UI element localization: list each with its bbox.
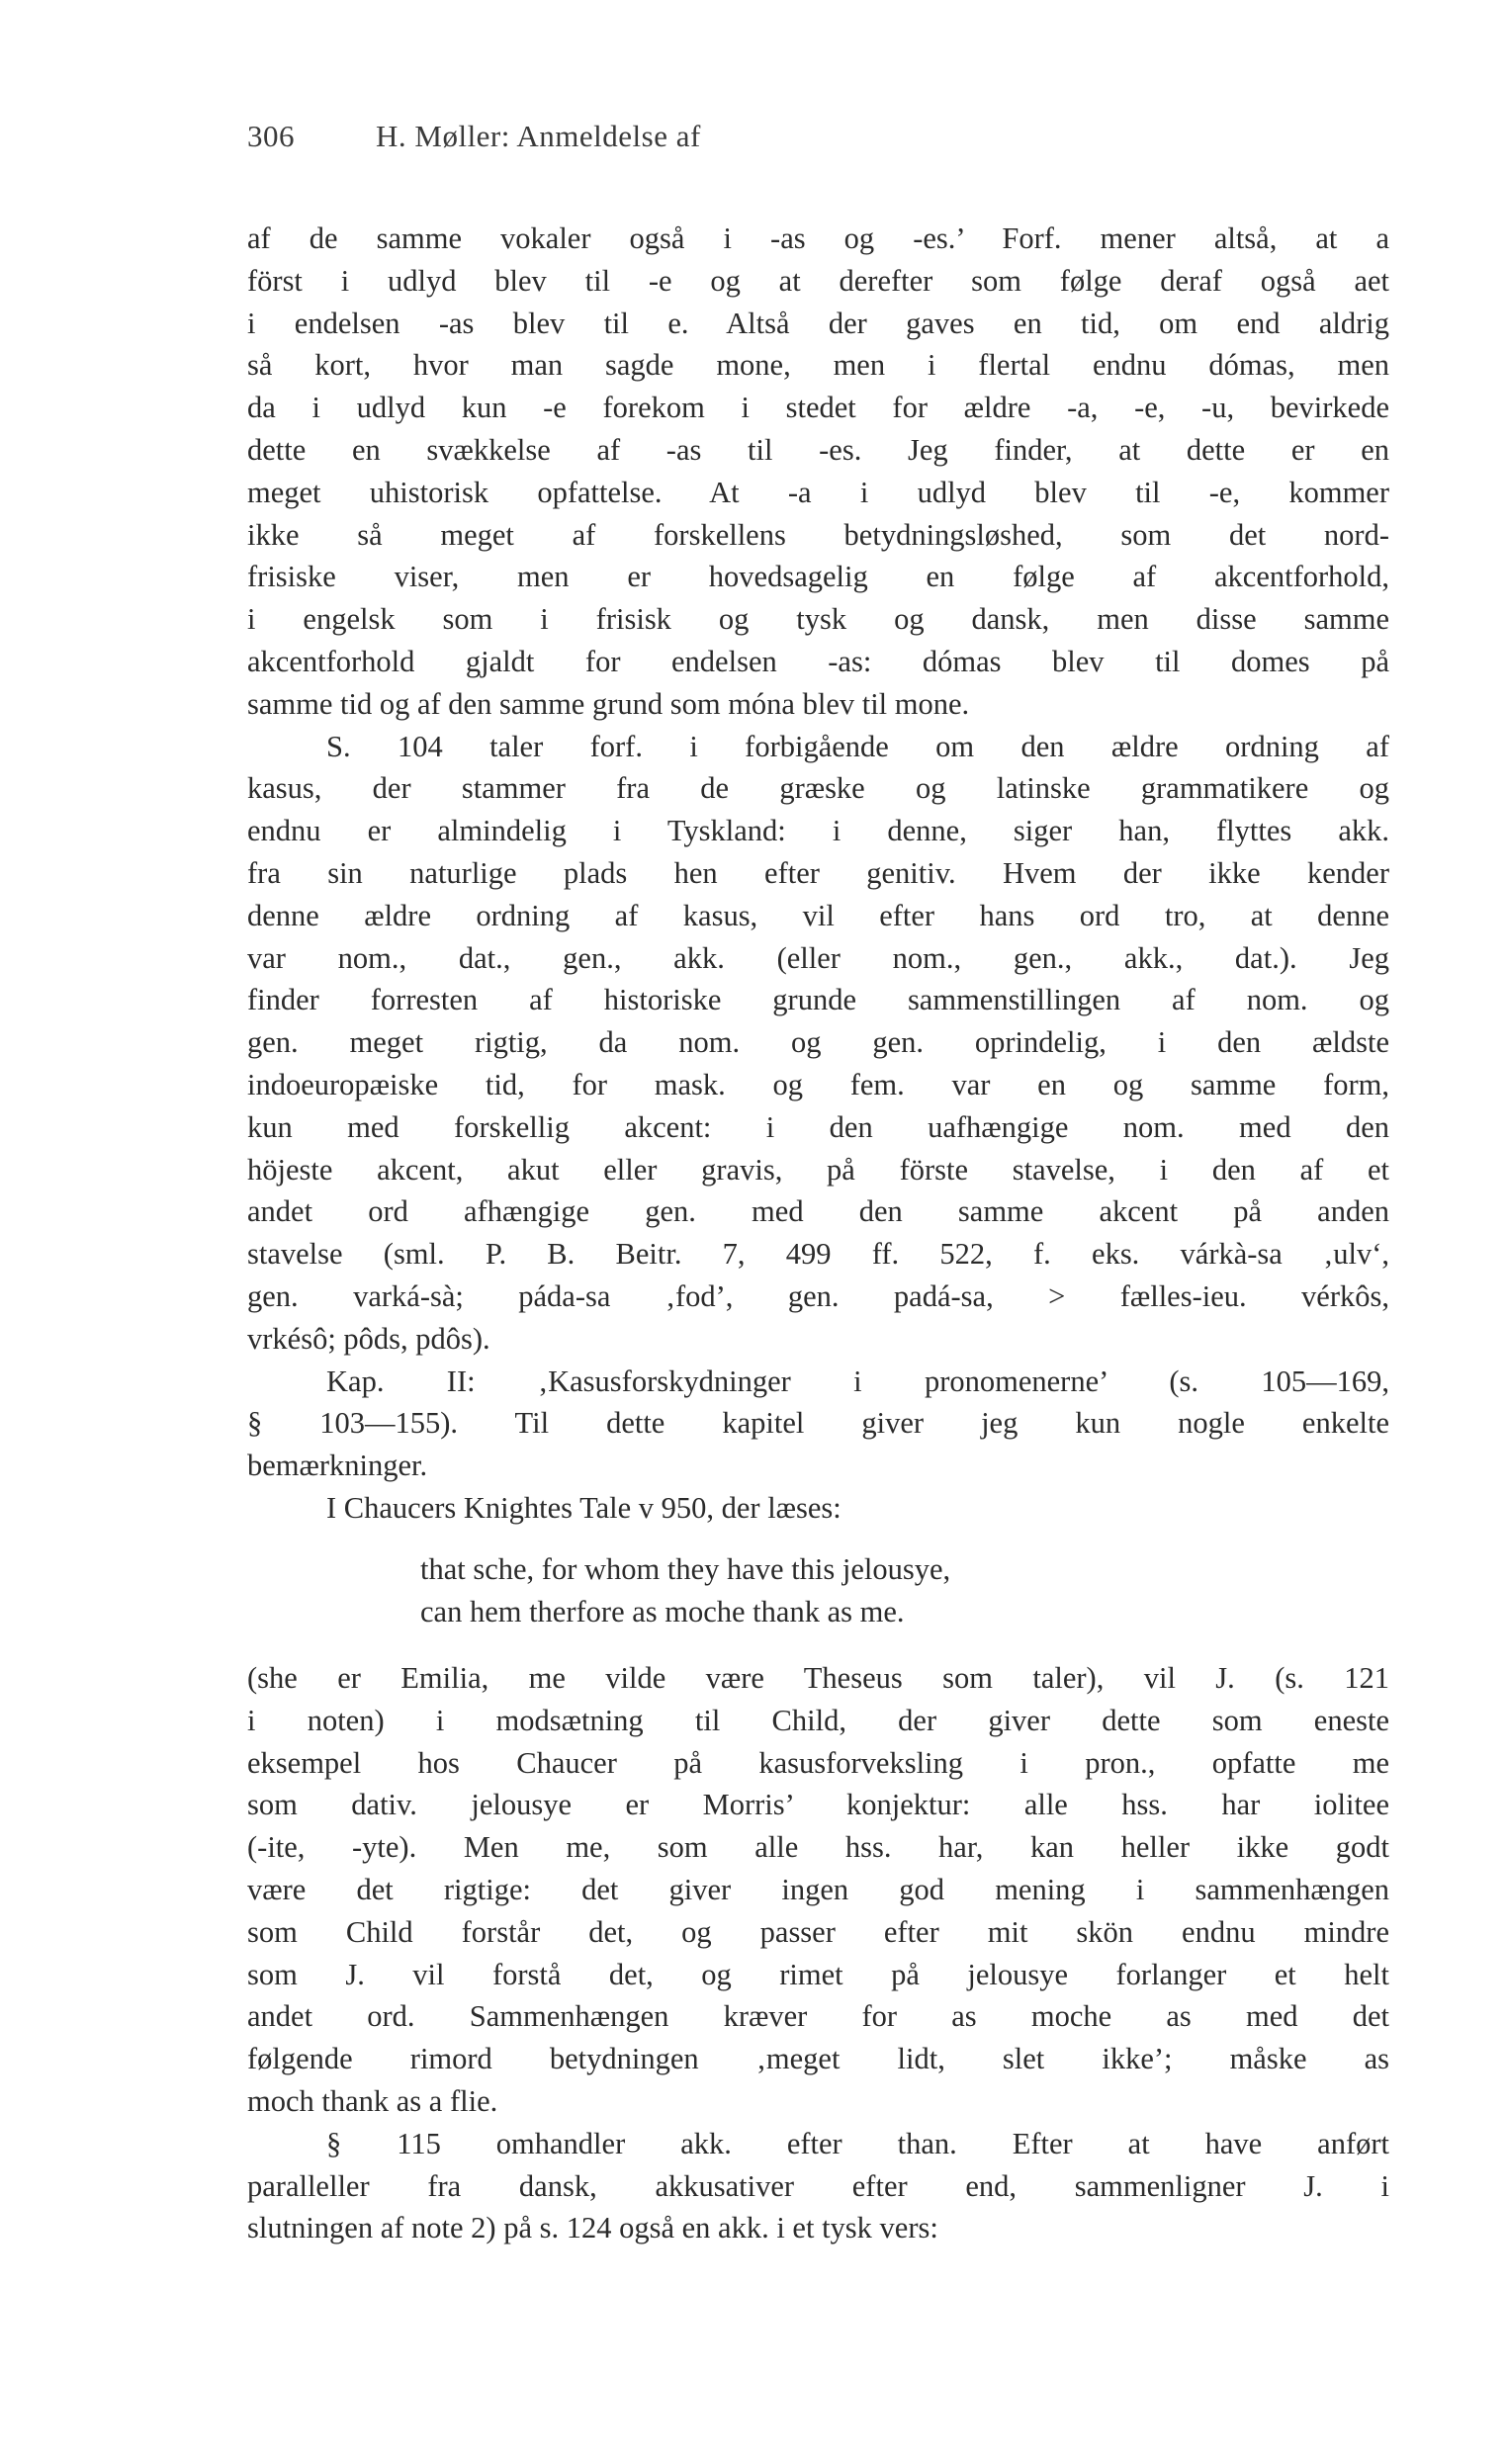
text-line: indoeuropæiske tid, for mask. og fem. var en og samme form, bbox=[247, 1067, 1389, 1101]
text-line: S. 104 taler forf. i forbigående om den ældre ordning af bbox=[326, 729, 1389, 763]
text-line: akcentforhold gjaldt for endelsen -as: dómas blev til domes på bbox=[247, 644, 1389, 678]
text-line: dette en svækkelse af -as til -es. Jeg finder, at dette er en bbox=[247, 432, 1389, 467]
text-line: andet ord. Sammenhængen kræver for as moche as med det bbox=[247, 1999, 1389, 2034]
text-line: ikke så meget af forskellens betydningsløshed, som det nord- bbox=[247, 517, 1389, 552]
text-line: (she er Emilia, me vilde være Theseus som taler), vil J. (s. 121 bbox=[247, 1661, 1389, 1695]
text-line: meget uhistorisk opfattelse. At -a i udlyd blev til -e, kommer bbox=[247, 475, 1389, 509]
text-line: § 103—155). Til dette kapitel giver jeg kun nogle enkelte bbox=[247, 1406, 1389, 1441]
text-line: gen. varká-sà; páda-sa ‚fod’, gen. padá-sa, > fælles-ieu. vérkôs, bbox=[247, 1278, 1389, 1313]
text-line: samme tid og af den samme grund som móna blev til mone. bbox=[247, 686, 970, 721]
text-line: I Chaucers Knightes Tale v 950, der læses: bbox=[326, 1490, 842, 1525]
text-line: eksempel hos Chaucer på kasusforveksling i pron., opfatte me bbox=[247, 1745, 1389, 1780]
text-line: som Child forstår det, og passer efter mit skön endnu mindre bbox=[247, 1914, 1389, 1949]
text-line: Kap. II: ‚Kasusforskydninger i pronomenerne’ (s. 105—169, bbox=[326, 1364, 1389, 1398]
text-line: af de samme vokaler også i -as og -es.’ Forf. mener altså, at a bbox=[247, 221, 1389, 255]
text-line: kun med forskellig akcent: i den uafhængige nom. med den bbox=[247, 1109, 1389, 1144]
text-line: i endelsen -as blev til e. Altså der gaves en tid, om end aldrig bbox=[247, 306, 1389, 340]
running-header bbox=[247, 119, 1384, 154]
text-line: i noten) i modsætning til Child, der giver dette som eneste bbox=[247, 1703, 1389, 1737]
text-line: slutningen af note 2) på s. 124 også en akk. i et tysk vers: bbox=[247, 2211, 938, 2245]
text-line: stavelse (sml. P. B. Beitr. 7, 499 ff. 522, f. eks. várkà-sa ‚ulv‘, bbox=[247, 1237, 1389, 1272]
text-line: andet ord afhængige gen. med den samme akcent på anden bbox=[247, 1194, 1389, 1229]
text-line: da i udlyd kun -e forekom i stedet for ældre -a, -e, -u, bevirkede bbox=[247, 391, 1389, 425]
text-line: först i udlyd blev til -e og at derefter som følge deraf også aet bbox=[247, 263, 1389, 298]
text-line: bemærkninger. bbox=[247, 1449, 428, 1483]
text-line: som J. vil forstå det, og rimet på jelousye forlanger et helt bbox=[247, 1957, 1389, 1991]
text-line: paralleller fra dansk, akkusativer efter end, sammenligner J. i bbox=[247, 2168, 1389, 2203]
verse-quotation bbox=[420, 1548, 1310, 1633]
text-line: (-ite, -yte). Men me, som alle hss. har, kan heller ikke godt bbox=[247, 1830, 1389, 1865]
text-line: frisiske viser, men er hovedsagelig en følge af akcentforhold, bbox=[247, 560, 1389, 594]
text-line: var nom., dat., gen., akk. (eller nom., gen., akk., dat.). Jeg bbox=[247, 940, 1389, 975]
text-line: i engelsk som i frisisk og tysk og dansk, men disse samme bbox=[247, 602, 1389, 637]
text-line: endnu er almindelig i Tyskland: i denne, siger han, flyttes akk. bbox=[247, 814, 1389, 848]
text-line: kasus, der stammer fra de græske og latinske grammatikere og bbox=[247, 771, 1389, 806]
page-number: 306 bbox=[247, 119, 295, 153]
running-title: H. Møller: Anmeldelse af bbox=[376, 119, 701, 153]
text-line: höjeste akcent, akut eller gravis, på förste stavelse, i den af et bbox=[247, 1152, 1389, 1187]
text-line: denne ældre ordning af kasus, vil efter hans ord tro, at denne bbox=[247, 898, 1389, 932]
verse-line: that sche, for whom they have this jelousye, bbox=[420, 1552, 951, 1586]
text-line: følgende rimord betydningen ‚meget lidt, slet ikke’; måske as bbox=[247, 2042, 1389, 2076]
text-line: være det rigtige: det giver ingen god mening i sammenhængen bbox=[247, 1872, 1389, 1906]
text-line: finder forresten af historiske grunde sammenstillingen af nom. og bbox=[247, 983, 1389, 1017]
text-line: § 115 omhandler akk. efter than. Efter at have anført bbox=[326, 2126, 1389, 2160]
text-line: gen. meget rigtig, da nom. og gen. oprindelig, i den ældste bbox=[247, 1025, 1389, 1060]
text-line: moch thank as a flie. bbox=[247, 2083, 498, 2118]
body-text-block-b bbox=[247, 1657, 1389, 2249]
text-line: så kort, hvor man sagde mone, men i flertal endnu dómas, men bbox=[247, 348, 1389, 383]
text-line: fra sin naturlige plads hen efter genitiv. Hvem der ikke kender bbox=[247, 855, 1389, 890]
text-line: vrkésô; pôds, pdôs). bbox=[247, 1321, 490, 1356]
body-text-block-a bbox=[247, 218, 1389, 1530]
text-line: som dativ. jelousye er Morris’ konjektur: alle hss. har iolitee bbox=[247, 1788, 1389, 1822]
verse-line: can hem therfore as moche thank as me. bbox=[420, 1594, 905, 1628]
